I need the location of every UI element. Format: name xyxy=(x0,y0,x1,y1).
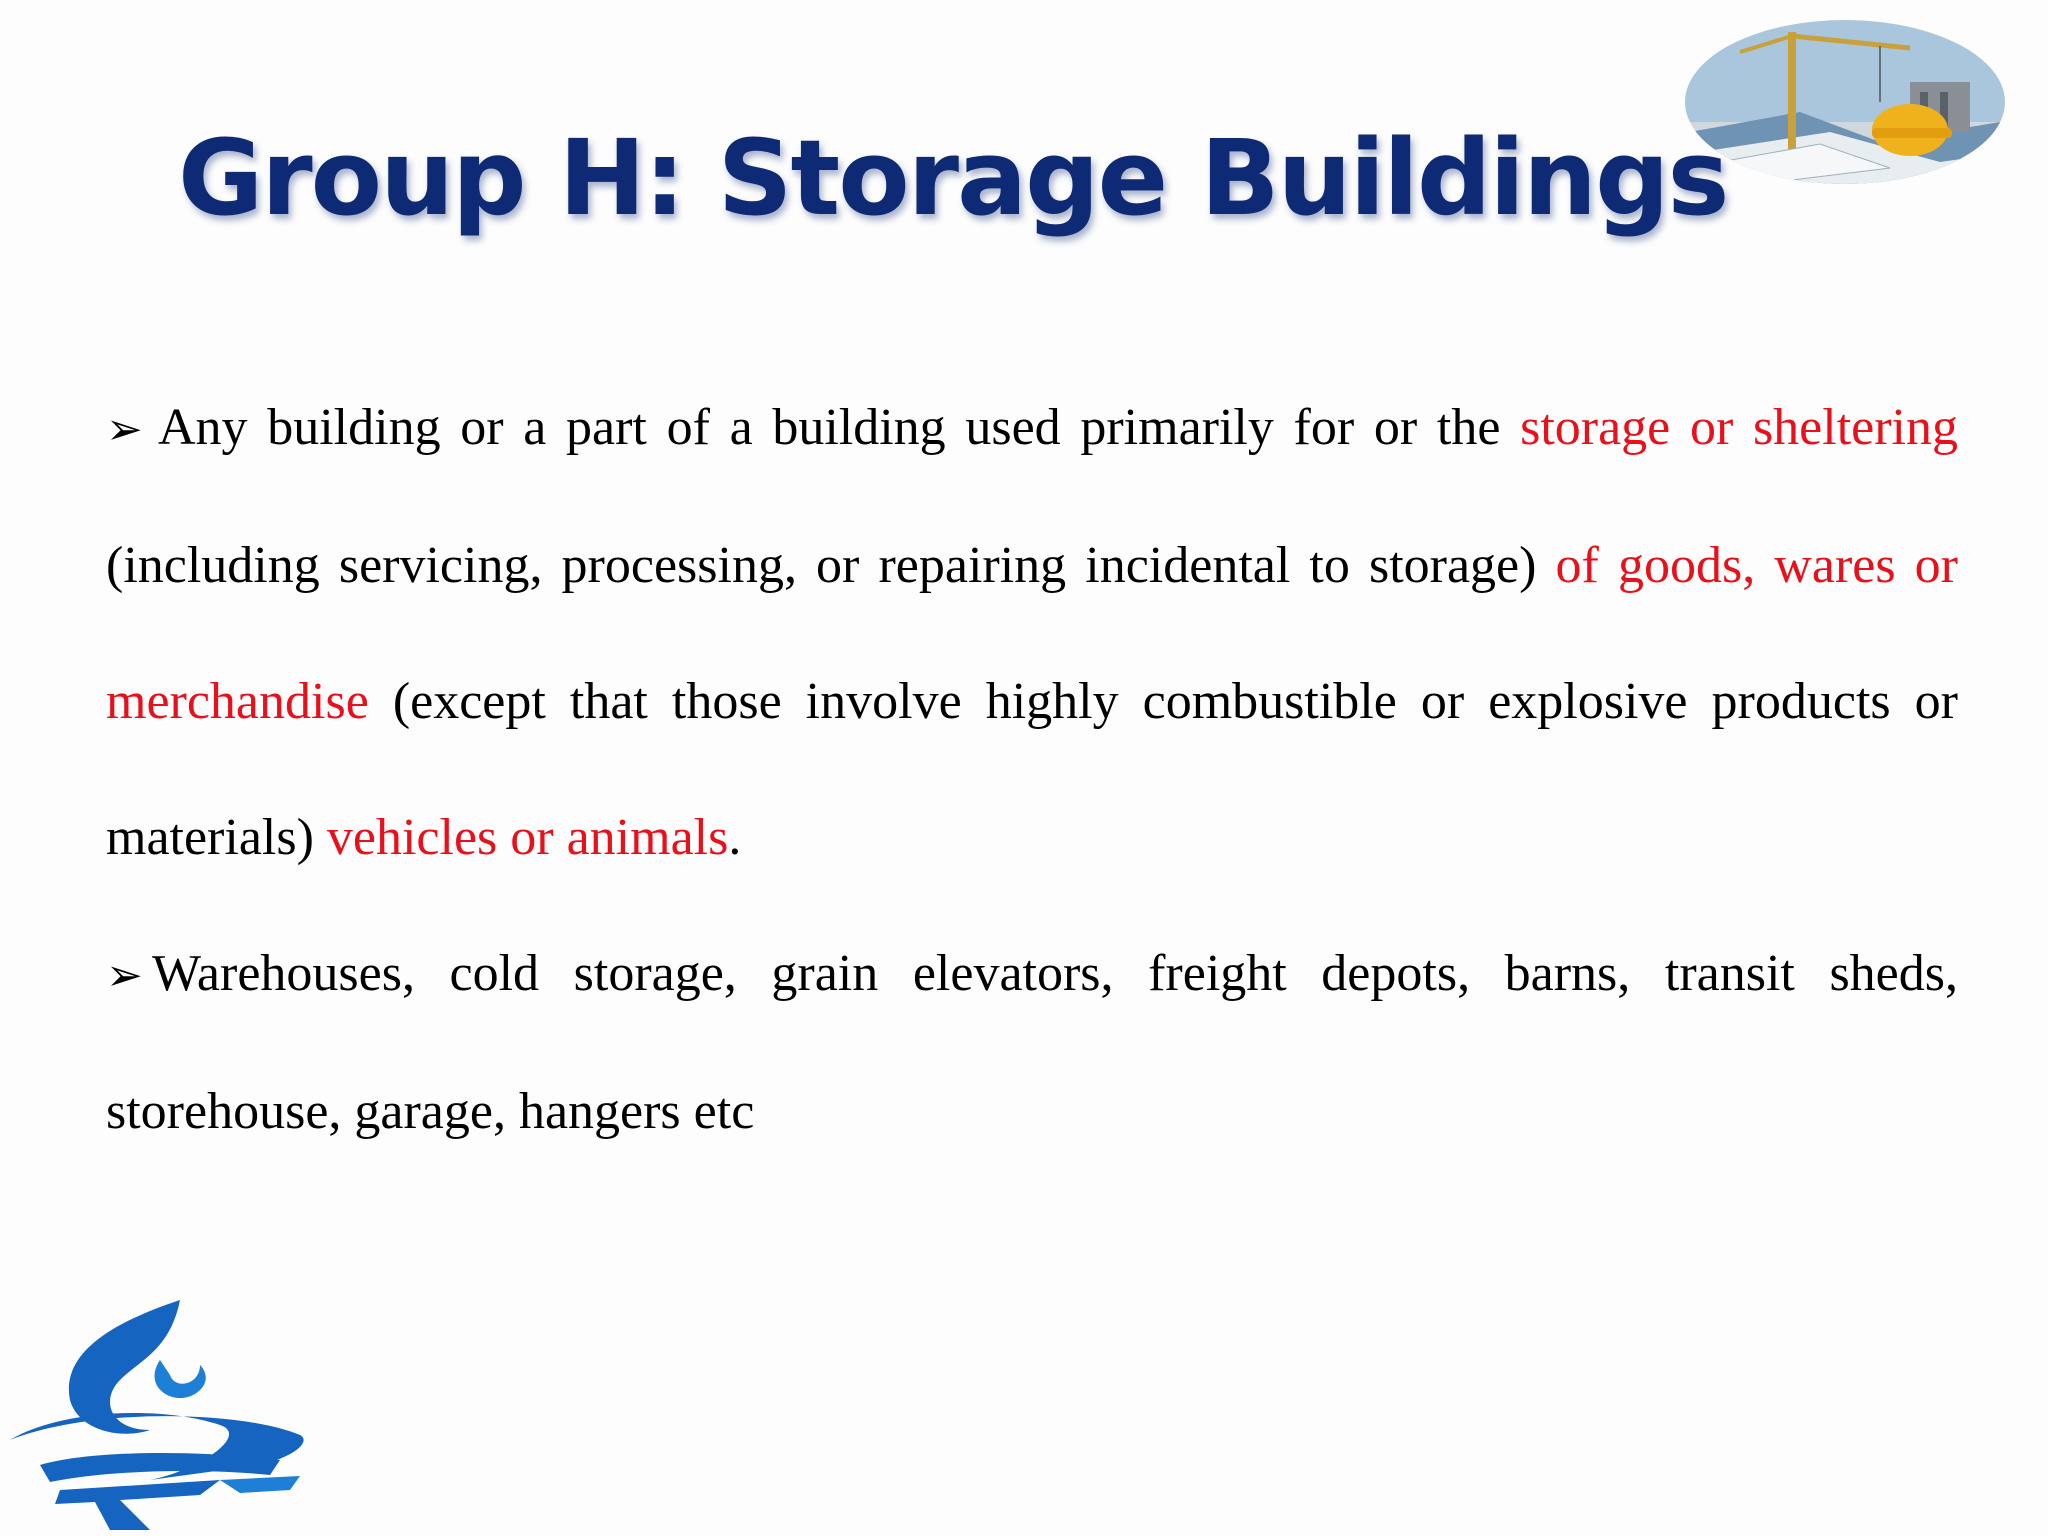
highlight-text: of goods, wares or merchandise xyxy=(106,537,1958,730)
bullet-item xyxy=(106,906,1958,1180)
bullet-text: (except that those involve highly combustible or explosive products or materials) xyxy=(106,673,1958,866)
slide-body xyxy=(106,360,1958,1180)
arrow-bullet-icon: ➢ xyxy=(106,404,143,455)
highlight-text: storage or sheltering xyxy=(1520,399,1958,456)
bullet-text: Warehouses, cold storage, grain elevators, freight depots, barns, transit sheds, storehouse, garage, hangers etc xyxy=(106,945,1958,1140)
bullet-text: . xyxy=(728,809,742,866)
bullet-text: Any building or a part of a building used primarily for or the xyxy=(158,399,1521,456)
bullet-item xyxy=(106,360,1958,906)
slide-title: Group H: Storage Buildings xyxy=(178,117,1728,239)
bullet-text: (including servicing, processing, or repairing incidental to storage) xyxy=(106,537,1556,594)
construction-crane-image xyxy=(1680,12,2010,192)
institution-logo xyxy=(0,1290,340,1536)
highlight-text: vehicles or animals xyxy=(326,809,729,866)
arrow-bullet-icon: ➢ xyxy=(106,950,143,1001)
